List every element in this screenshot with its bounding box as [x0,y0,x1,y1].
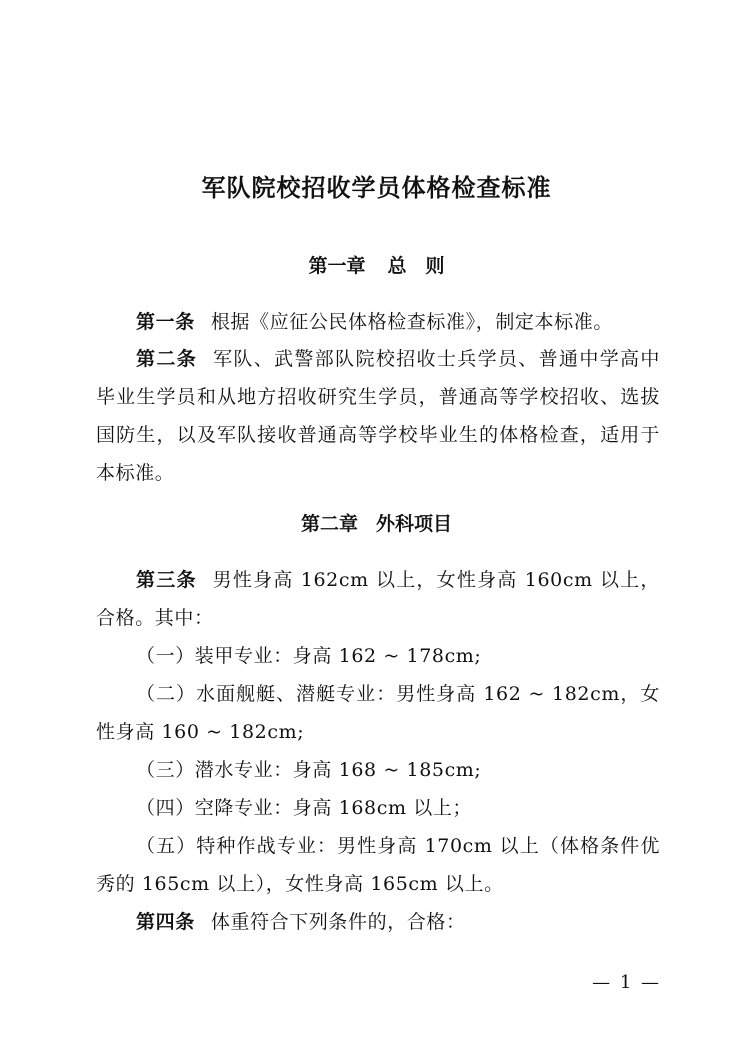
list-item: （五）特种作战专业：男性身高 170cm 以上（体格条件优秀的 165cm 以上），女性身高 165cm 以上。 [96,835,660,895]
article-4 [96,903,660,941]
article-2 [96,340,660,492]
chapter-name: 外科项目 [376,513,453,535]
chapter-heading-2 [0,510,753,538]
article-text: 军队、武警部队院校招收士兵学员、普通中学高中毕业生学员和从地方招收研究生学员，普通高等学校招收、选拔国防生，以及军队接收普通高等学校毕业生的体格检查，适用于本标准。 [96,348,660,484]
article-text: 根据《应征公民体格检查标准》，制定本标准。 [210,311,613,333]
article-text: 体重符合下列条件的，合格： [210,911,466,933]
article-label: 第三条 [136,569,197,591]
article-3 [96,561,660,637]
article-1 [96,303,660,341]
document-title: 军队院校招收学员体格检查标准 [201,173,552,202]
article-text: 男性身高 162cm 以上，女性身高 160cm 以上，合格。其中： [96,569,660,629]
chapter-heading-1 [0,252,753,280]
list-item: （二）水面舰艇、潜艇专业：男性身高 162 ~ 182cm，女性身高 160 ~ 182cm; [96,683,660,743]
list-item: （三）潜水专业：身高 168 ~ 185cm; [136,759,482,781]
list-item: （一）装甲专业：身高 162 ~ 178cm; [136,645,482,667]
chapter-label: 第一章 [308,255,366,277]
page-number: — 1 — [592,972,661,993]
article-label: 第二条 [136,348,198,370]
chapter-label: 第二章 [300,513,358,535]
chapter-name: 总 则 [387,255,445,277]
article-label: 第一条 [136,311,195,333]
list-item: （四）空降专业：身高 168cm 以上； [136,797,473,819]
article-label: 第四条 [136,911,195,933]
